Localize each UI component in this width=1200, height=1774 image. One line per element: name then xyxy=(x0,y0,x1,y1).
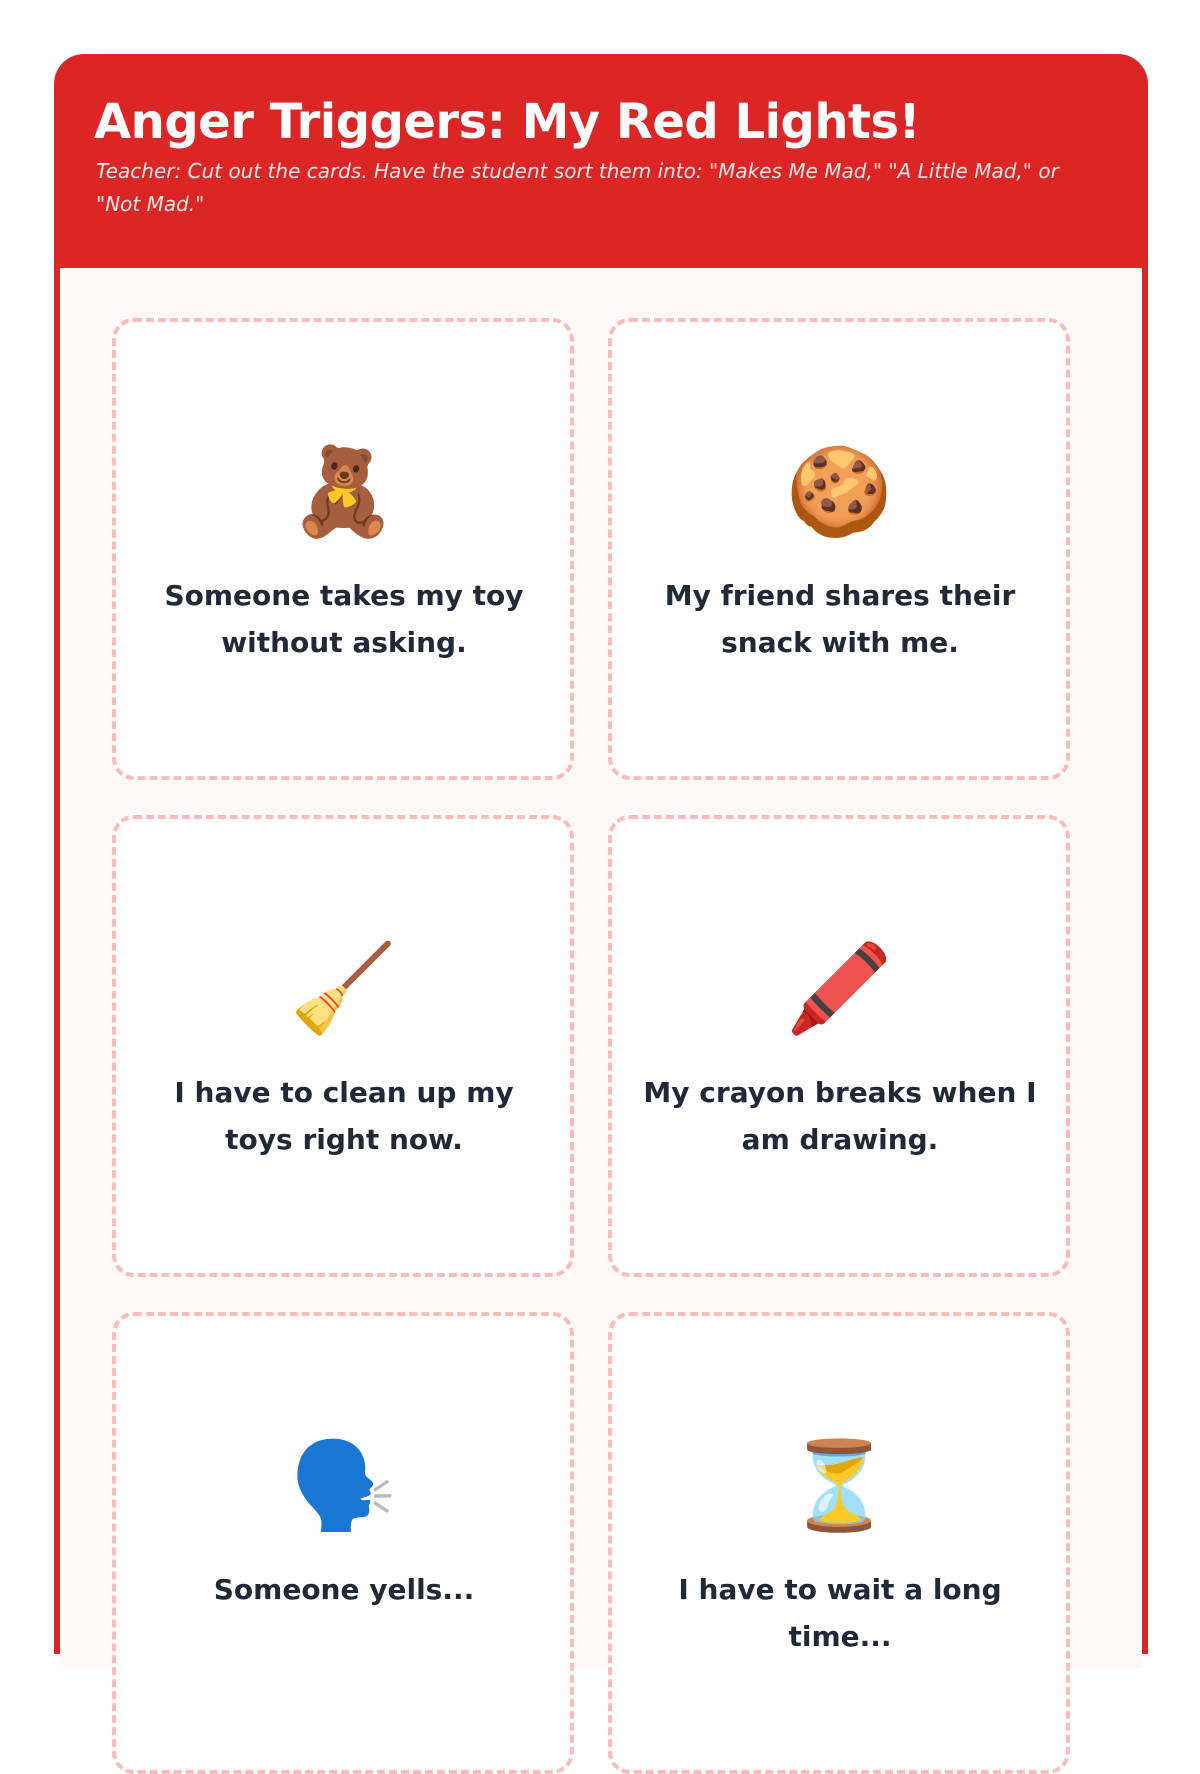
trigger-card[interactable] xyxy=(608,1312,1070,1774)
card-text: Someone yells... xyxy=(213,1573,475,1606)
hourglass-icon: ⏳ xyxy=(785,1436,893,1536)
teacher-instructions: Teacher: Cut out the cards. Have the student sort them into: "Makes Me Mad," "A Little Mad," or "Not Mad." xyxy=(96,159,1059,216)
card-text: I have to clean up my toys right now. xyxy=(174,1076,514,1156)
trigger-card[interactable] xyxy=(112,318,574,780)
card-text: My crayon breaks when I am drawing. xyxy=(643,1076,1037,1156)
trigger-card[interactable] xyxy=(112,815,574,1277)
speaking-head-icon: 🗣️ xyxy=(289,1436,397,1536)
crayon-icon: 🖍️ xyxy=(785,939,893,1039)
trigger-card[interactable] xyxy=(112,1312,574,1774)
trigger-card[interactable] xyxy=(608,318,1070,780)
worksheet-header xyxy=(54,54,1148,268)
worksheet xyxy=(54,54,1148,1654)
teddy-bear-icon: 🧸 xyxy=(289,442,397,542)
card-grid xyxy=(60,268,1142,1668)
trigger-card[interactable] xyxy=(608,815,1070,1277)
cookie-icon: 🍪 xyxy=(785,442,893,542)
card-text: I have to wait a long time... xyxy=(678,1573,1002,1653)
page-title: Anger Triggers: My Red Lights! xyxy=(94,94,920,150)
card-text: Someone takes my toy without asking. xyxy=(164,579,524,659)
broom-icon: 🧹 xyxy=(289,939,397,1039)
card-text: My friend shares their snack with me. xyxy=(664,579,1016,659)
